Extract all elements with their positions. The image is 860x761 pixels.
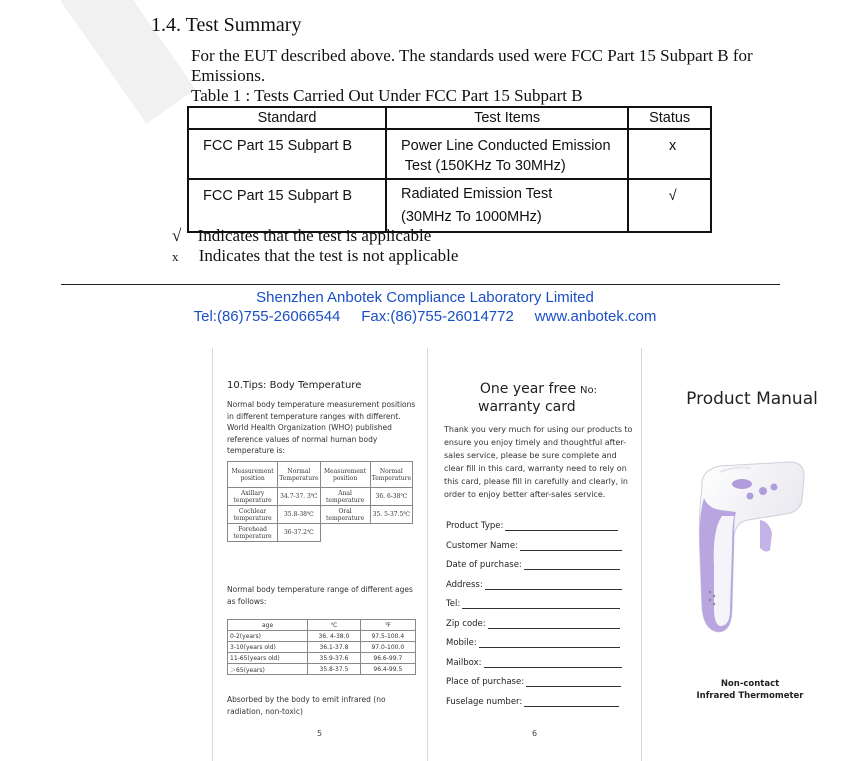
cell-standard: FCC Part 15 Subpart B [188,179,386,232]
temp-cell: 35. 5-37.5℃ [370,506,412,524]
legend-text: Indicates that the test is applicable [197,226,432,245]
legend-applicable [172,226,431,246]
page-fold [641,348,642,761]
page-fold [427,348,428,761]
intro-paragraph: For the EUT described above. The standards used were FCC Part 15 Subpart B for Emissions. [191,46,753,85]
field-product-type [446,520,618,531]
cell-status: √ [628,179,711,232]
page-number: 6 [532,729,538,738]
field-line [524,696,619,707]
field-line [526,676,621,687]
field-line [485,579,622,590]
age-cell: ＞65(years) [228,664,308,675]
header-status: Status [628,107,711,129]
field-mobile [446,637,620,648]
tests-table [187,106,712,233]
field-address [446,579,622,590]
section-title: 1.4. Test Summary [151,14,302,36]
age-cell: 3-10(years old) [228,642,308,653]
page-border [212,348,213,761]
age-cell: 96.6-99.7 [360,653,415,664]
field-line [505,520,618,531]
footer-contact: Tel:(86)755-26066544 Fax:(86)755-26014772 www.anbotek.com [193,308,657,325]
field-label: Product Type: [446,521,504,531]
field-customer-name [446,540,622,551]
warranty-title-line: One year free [479,381,577,397]
product-manual-title: Product Manual [686,389,818,409]
table-row [228,664,416,675]
field-label: Mobile: [446,638,477,648]
temp-cell: Forehead temperature [228,524,278,542]
temp-header: Normal Temperature [278,462,320,488]
table-row [228,642,416,653]
temp-cell [320,524,370,542]
temp-cell: Oral temperature [320,506,370,524]
field-line [462,598,620,609]
caption-line: Non-contact [720,679,780,689]
age-cell: 96.4-99.5 [360,664,415,675]
field-label: Mailbox: [446,658,482,668]
age-cell: 35.8-37.5 [308,664,360,675]
product-caption [680,678,820,702]
field-label: Zip code: [446,619,486,629]
field-line [488,618,620,629]
table-row [188,179,711,232]
temp-cell: Axillary temperature [228,488,278,506]
age-header: ℃ [308,620,360,631]
age-cell: 0-2(years) [228,631,308,642]
temp-header: Measurement position [320,462,370,488]
table-row [228,462,413,488]
table-row [228,506,413,524]
test-item-line: Power Line Conducted Emission [401,138,611,154]
cell-status: x [628,129,711,179]
temp-cell: 36-37.2℃ [278,524,320,542]
table-row [228,653,416,664]
age-cell: 36.1-37.8 [308,642,360,653]
field-fuselage-number [446,696,619,707]
field-line [479,637,620,648]
infrared-note: Absorbed by the body to emit infrared (no radiation, non-toxic) [227,695,386,716]
test-item-line: (30MHz To 1000MHz) [401,209,542,225]
warranty-title [470,380,586,416]
cell-standard: FCC Part 15 Subpart B [188,129,386,179]
table-row [228,488,413,506]
temp-cell: Anal temperature [320,488,370,506]
temp-header: Measurement position [228,462,278,488]
warranty-title-line: warranty card [478,399,576,415]
temp-header: Normal Temperature [370,462,412,488]
field-label: Tel: [446,599,461,609]
test-item-line: Test (150KHz To 30MHz) [401,158,566,174]
age-cell: 35.9-37.6 [308,653,360,664]
age-cell: 97.5-100.4 [360,631,415,642]
footer-company: Shenzhen Anbotek Compliance Laboratory Limited [256,289,594,306]
table-caption: Table 1 : Tests Carried Out Under FCC Part 15 Subpart B [191,86,583,105]
field-tel [446,598,620,609]
temp-cell: 35.8-38℃ [278,506,320,524]
tips-title: 10.Tips: Body Temperature [227,380,362,391]
cell-test-items [386,129,628,179]
field-line [524,559,620,570]
temp-cell: 36. 6-38℃ [370,488,412,506]
field-place-of-purchase [446,676,621,687]
ages-table [227,619,416,675]
field-label: Place of purchase: [446,677,525,687]
cross-icon: x [172,249,179,264]
temp-cell: 34.7-37. 3℃ [278,488,320,506]
table-row [228,620,416,631]
tips-paragraph: Normal body temperature measurement positions in different temperature ranges with different. World Health Organization (WHO) published reference values of normal human body temperature is: [227,400,416,455]
field-label: Customer Name: [446,541,518,551]
field-label: Address: [446,580,483,590]
age-cell: 11-65(years old) [228,653,308,664]
age-cell: 97.0-100.0 [360,642,415,653]
field-label: Fuselage number: [446,697,523,707]
field-date-of-purchase [446,559,620,570]
table-row [188,129,711,179]
field-line [520,540,622,551]
field-zip-code [446,618,620,629]
card-number-label: No: [580,385,597,396]
temperature-table [227,461,413,542]
age-cell: 36. 4-38.0 [308,631,360,642]
temp-cell [370,524,412,542]
header-test-items: Test Items [386,107,628,129]
cell-test-items [386,179,628,232]
caption-line: Infrared Thermometer [696,691,804,701]
legend-not-applicable [172,246,458,266]
temp-cell: Cochlear temperature [228,506,278,524]
table-row [228,524,413,542]
warranty-thanks: Thank you very much for using our products to ensure you enjoy timely and thoughtful after-sales service, please be sure complete and clear fill in this card, warranty need to rely on this card, please fill in carefully and clearly, in order to enjoy better after-sales service. [444,425,633,499]
ages-paragraph: Normal body temperature range of different ages as follows: [227,585,413,606]
field-line [484,657,622,668]
age-header: ℉ [360,620,415,631]
test-item-line: Radiated Emission Test [401,186,553,202]
table-header-row [188,107,711,129]
age-header: age [228,620,308,631]
field-mailbox [446,657,622,668]
header-standard: Standard [188,107,386,129]
check-icon: √ [172,226,182,245]
thermometer-image [690,458,820,638]
table-row [228,631,416,642]
divider [61,284,780,285]
legend-text: Indicates that the test is not applicable [198,246,459,265]
page-number: 5 [317,729,323,738]
field-label: Date of purchase: [446,560,522,570]
